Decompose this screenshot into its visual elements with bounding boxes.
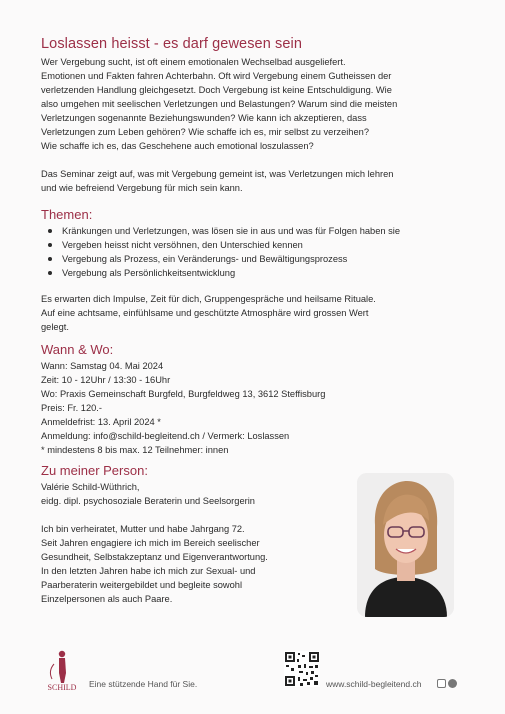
themen-heading: Themen: [41, 207, 93, 222]
qr-code[interactable] [284, 651, 320, 687]
text-line: Auf eine achtsame, einfühlsame und geschützte Atmosphäre wird grossen Wert [41, 308, 369, 318]
text-line: Ich bin verheiratet, Mutter und habe Jahrgang 72. [41, 524, 245, 534]
text-line: Es erwarten dich Impulse, Zeit für dich, Gruppengespräche und heilsame Rituale. [41, 294, 376, 304]
text-line: Seit Jahren engagiere ich mich im Bereich seelischer [41, 538, 260, 548]
social-icons [437, 679, 459, 688]
text-line: Valérie Schild-Wüthrich, [41, 482, 140, 492]
themen-list [41, 224, 466, 280]
seminar-paragraph [41, 167, 466, 195]
page-title: Loslassen heisst - es darf gewesen sein [41, 36, 303, 52]
text-line: eidg. dipl. psychosoziale Beraterin und Seelsorgerin [41, 496, 255, 506]
event-deadline: Anmeldefrist: 13. April 2024 * [41, 417, 161, 427]
text-line: Verletzungen zum Leben gehören? Wie schaffe ich es, mir selbst zu verzeihen? [41, 127, 369, 137]
text-line: Paarberaterin weitergebildet und begleite sowohl [41, 580, 243, 590]
schild-logo [40, 649, 84, 691]
text-line: gelegt. [41, 322, 69, 332]
text-line: Emotionen und Fakten fahren Achterbahn. Oft wird Vergebung einem Gutheissen der [41, 71, 392, 81]
person-heading: Zu meiner Person: [41, 463, 148, 478]
tagline: Eine stützende Hand für Sie. [89, 679, 198, 689]
website-link[interactable]: www.schild-begleitend.ch [326, 679, 422, 689]
logo-wordmark: SCHILD [47, 683, 77, 691]
expect-paragraph [41, 292, 466, 334]
footer [0, 645, 505, 695]
instagram-icon[interactable] [437, 679, 446, 688]
event-price: Preis: Fr. 120.- [41, 403, 102, 413]
text-line: Einzelpersonen als auch Paare. [41, 594, 173, 604]
list-item: Vergeben heisst nicht versöhnen, den Unterschied kennen [41, 238, 466, 252]
text-line: Verletzungen sogenannte Beziehungswunden? Wie kann ich akzeptieren, dass [41, 113, 367, 123]
list-item: Kränkungen und Verletzungen, was lösen sie in aus und was für Folgen haben sie [41, 224, 466, 238]
text-line: verletzenden Handlung gleichgesetzt. Doch Vergebung ist keine Entschuldigung. Wie [41, 85, 392, 95]
event-registration: Anmeldung: info@schild-begleitend.ch / Vermerk: Loslassen [41, 431, 290, 441]
wann-heading: Wann & Wo: [41, 342, 114, 357]
text-line: Wer Vergebung sucht, ist oft einem emotionalen Wechselbad ausgeliefert. [41, 57, 346, 67]
text-line: also umgehen mit seelischen Verletzungen und Belastungen? Warum sind die meisten [41, 99, 398, 109]
list-item: Vergebung als Prozess, ein Veränderungs- und Bewältigungsprozess [41, 252, 466, 266]
intro-paragraph [41, 55, 466, 153]
event-time: Zeit: 10 - 12Uhr / 13:30 - 16Uhr [41, 375, 171, 385]
portrait-photo [357, 473, 454, 617]
event-participants: * mindestens 8 bis max. 12 Teilnehmer: innen [41, 445, 229, 455]
event-location: Wo: Praxis Gemeinschaft Burgfeld, Burgfeldweg 13, 3612 Steffisburg [41, 389, 326, 399]
list-item: Vergebung als Persönlichkeitsentwicklung [41, 266, 466, 280]
text-line: Das Seminar zeigt auf, was mit Vergebung gemeint ist, was Verletzungen mich lehren [41, 169, 394, 179]
text-line: Gesundheit, Selbstakzeptanz und Eigenverantwortung. [41, 552, 268, 562]
text-line: und wie befreiend Vergebung für mich sein kann. [41, 183, 243, 193]
event-date: Wann: Samstag 04. Mai 2024 [41, 361, 164, 371]
text-line: In den letzten Jahren habe ich mich zur Sexual- und [41, 566, 256, 576]
facebook-icon[interactable] [448, 679, 457, 688]
text-line: Wie schaffe ich es, das Geschehene auch emotional loszulassen? [41, 141, 314, 151]
event-details [41, 359, 466, 457]
